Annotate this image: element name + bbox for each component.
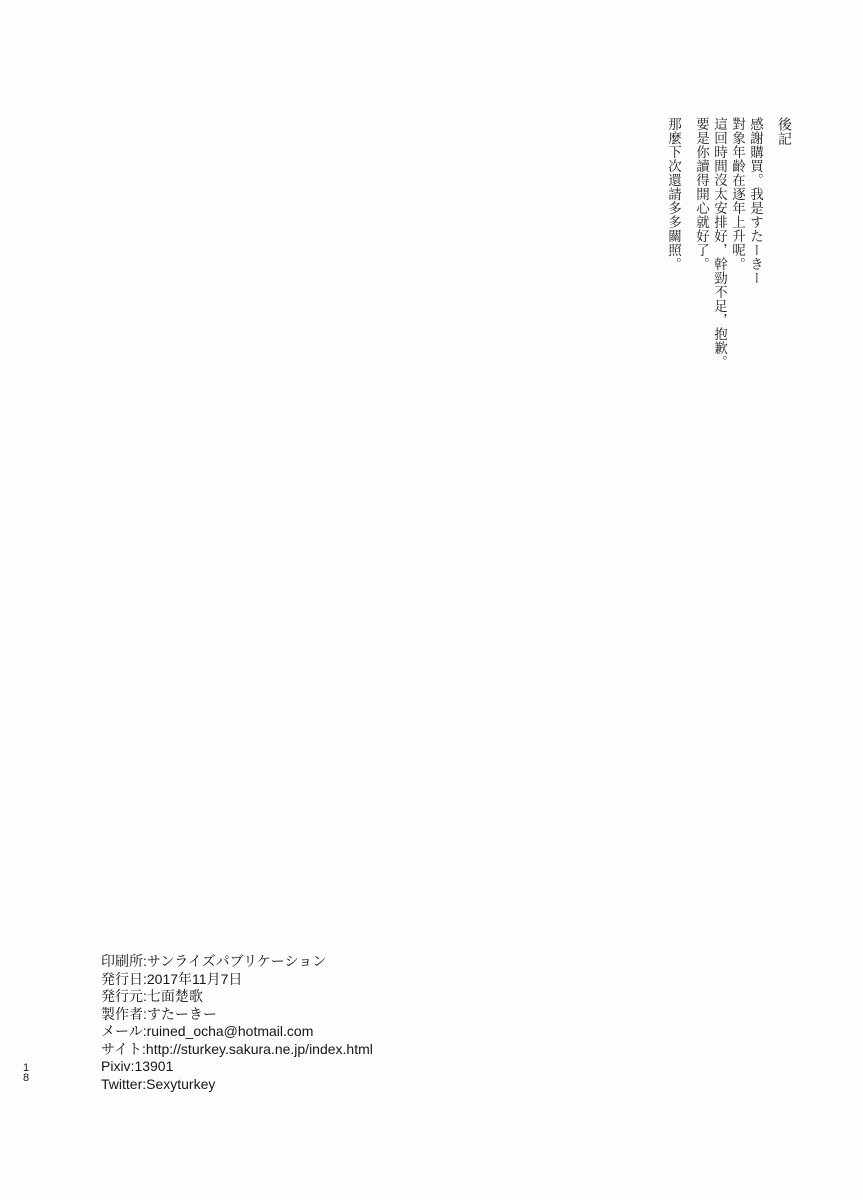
- colophon-line-printer: 印刷所:サンライズパブリケーション: [101, 953, 327, 969]
- afterword-line-thanks: 感謝購買。我是すたーきー: [748, 117, 763, 285]
- afterword-block: [664, 117, 794, 379]
- colophon-line-email: メール:ruined_ocha@hotmail.com: [101, 1023, 314, 1039]
- colophon-line-creator: 製作者:すたーきー: [101, 1005, 217, 1022]
- colophon-line-publisher: 発行元:七面楚歌: [101, 988, 203, 1004]
- colophon-line-website: サイト:http://sturkey.sakura.ne.jp/index.html: [101, 1040, 373, 1057]
- page-number-digit-tens: 1: [22, 1062, 30, 1074]
- afterword-line-closing: 那麼下次還請多多關照。: [666, 117, 681, 271]
- colophon-line-pixiv: Pixiv:13901: [101, 1058, 174, 1074]
- colophon-block: [101, 953, 373, 1093]
- colophon-line-publish-date: 発行日:2017年11月7日: [101, 970, 243, 987]
- afterword-line-apology: 這回時間沒太安排好，幹勁不足，抱歉。: [712, 117, 727, 369]
- page-number: [19, 1063, 33, 1083]
- afterword-title: 後記: [777, 117, 793, 146]
- afterword-line-hope: 要是你讀得開心就好了。: [694, 117, 709, 271]
- page-number-digit-ones: 8: [22, 1072, 30, 1084]
- afterword-line-age: 對象年齡在逐年上升呢。: [730, 117, 745, 271]
- colophon-line-twitter: Twitter:Sexyturkey: [101, 1075, 216, 1092]
